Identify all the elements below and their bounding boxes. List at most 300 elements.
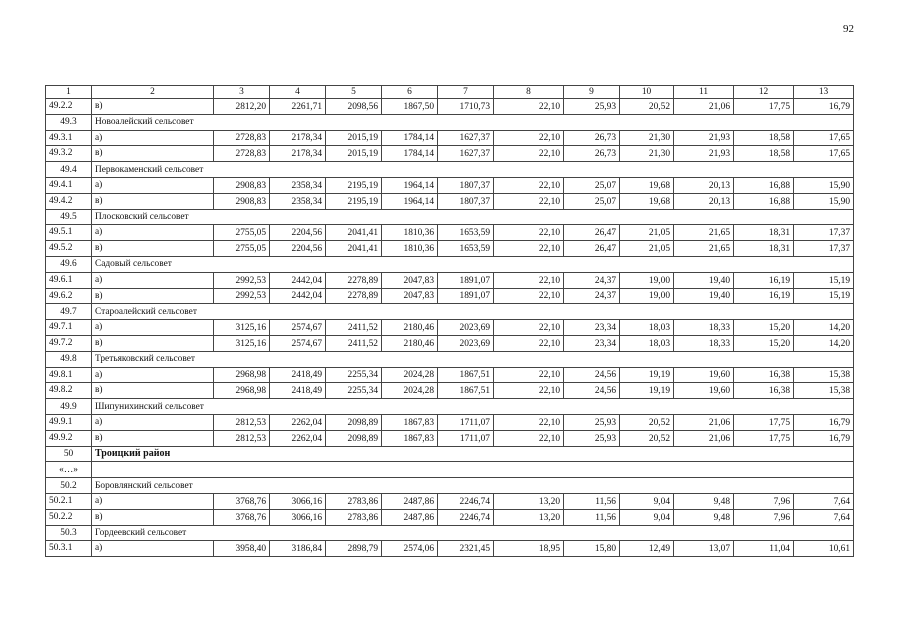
table-row (46, 383, 854, 399)
section-title: Шипунихинский сельсовет (92, 399, 854, 415)
header-cell: 7 (438, 86, 494, 99)
row-index: 49.3.2 (46, 146, 92, 162)
table-row (46, 367, 854, 383)
value-cell: 20,13 (674, 177, 734, 193)
value-cell: 17,65 (794, 130, 854, 146)
value-cell: 17,37 (794, 241, 854, 257)
header-cell: 10 (620, 86, 674, 99)
section-title: Первокаменский сельсовет (92, 162, 854, 178)
section-row (46, 114, 854, 130)
row-index: 49.4.2 (46, 193, 92, 209)
value-cell: 1784,14 (382, 130, 438, 146)
header-cell: 4 (270, 86, 326, 99)
ellipsis-row (46, 462, 854, 478)
value-cell: 2728,83 (214, 130, 270, 146)
value-cell: 22,10 (494, 177, 564, 193)
table-row (46, 177, 854, 193)
value-cell: 2195,19 (326, 193, 382, 209)
value-cell: 19,40 (674, 272, 734, 288)
value-cell: 1867,50 (382, 99, 438, 115)
row-letter: в) (92, 430, 214, 446)
value-cell: 22,10 (494, 367, 564, 383)
row-letter: а) (92, 541, 214, 557)
value-cell: 16,79 (794, 430, 854, 446)
value-cell: 16,38 (734, 367, 794, 383)
value-cell: 23,34 (564, 320, 620, 336)
section-row (46, 399, 854, 415)
value-cell: 2411,52 (326, 320, 382, 336)
value-cell: 2098,89 (326, 430, 382, 446)
district-title: Троицкий район (92, 446, 854, 462)
value-cell: 2178,34 (270, 130, 326, 146)
value-cell: 21,65 (674, 241, 734, 257)
value-cell: 2908,83 (214, 177, 270, 193)
value-cell: 2968,98 (214, 367, 270, 383)
value-cell: 2812,53 (214, 430, 270, 446)
row-index: 49.9.2 (46, 430, 92, 446)
value-cell: 11,04 (734, 541, 794, 557)
row-index: 49.8.1 (46, 367, 92, 383)
value-cell: 18,31 (734, 241, 794, 257)
row-letter: в) (92, 146, 214, 162)
value-cell: 12,49 (620, 541, 674, 557)
value-cell: 9,48 (674, 493, 734, 509)
value-cell: 2180,46 (382, 335, 438, 351)
value-cell: 15,19 (794, 288, 854, 304)
section-index: 49.6 (46, 256, 92, 272)
value-cell: 19,40 (674, 288, 734, 304)
value-cell: 2992,53 (214, 272, 270, 288)
table-row (46, 130, 854, 146)
value-cell: 24,37 (564, 272, 620, 288)
value-cell: 2246,74 (438, 509, 494, 525)
value-cell: 19,00 (620, 288, 674, 304)
district-row (46, 446, 854, 462)
value-cell: 22,10 (494, 193, 564, 209)
table-row (46, 193, 854, 209)
section-row (46, 304, 854, 320)
value-cell: 19,68 (620, 193, 674, 209)
row-index: 49.7.1 (46, 320, 92, 336)
table-row (46, 288, 854, 304)
value-cell: 17,65 (794, 146, 854, 162)
value-cell: 20,52 (620, 99, 674, 115)
value-cell: 23,34 (564, 335, 620, 351)
value-cell: 2098,56 (326, 99, 382, 115)
value-cell: 2321,45 (438, 541, 494, 557)
value-cell: 22,10 (494, 414, 564, 430)
value-cell: 1867,51 (438, 383, 494, 399)
section-title: Садовый сельсовет (92, 256, 854, 272)
value-cell: 10,61 (794, 541, 854, 557)
value-cell: 22,10 (494, 320, 564, 336)
value-cell: 15,90 (794, 193, 854, 209)
value-cell: 3768,76 (214, 493, 270, 509)
section-index: 49.8 (46, 351, 92, 367)
value-cell: 7,64 (794, 493, 854, 509)
table-row (46, 320, 854, 336)
value-cell: 16,88 (734, 193, 794, 209)
value-cell: 25,07 (564, 177, 620, 193)
value-cell: 18,58 (734, 130, 794, 146)
value-cell: 7,64 (794, 509, 854, 525)
value-cell: 2023,69 (438, 320, 494, 336)
value-cell: 18,95 (494, 541, 564, 557)
section-index: 50.3 (46, 525, 92, 541)
empty-cell (92, 462, 854, 478)
value-cell: 2992,53 (214, 288, 270, 304)
value-cell: 1807,37 (438, 177, 494, 193)
value-cell: 1964,14 (382, 177, 438, 193)
value-cell: 1784,14 (382, 146, 438, 162)
value-cell: 21,06 (674, 430, 734, 446)
row-letter: в) (92, 288, 214, 304)
value-cell: 2968,98 (214, 383, 270, 399)
value-cell: 22,10 (494, 335, 564, 351)
value-cell: 2023,69 (438, 335, 494, 351)
section-title: Новоалейский сельсовет (92, 114, 854, 130)
value-cell: 26,73 (564, 130, 620, 146)
value-cell: 2574,06 (382, 541, 438, 557)
value-cell: 18,03 (620, 320, 674, 336)
value-cell: 2255,34 (326, 367, 382, 383)
row-index: 49.5.2 (46, 241, 92, 257)
row-letter: а) (92, 177, 214, 193)
value-cell: 1627,37 (438, 130, 494, 146)
value-cell: 22,10 (494, 241, 564, 257)
value-cell: 17,75 (734, 430, 794, 446)
section-index: 49.4 (46, 162, 92, 178)
row-letter: а) (92, 272, 214, 288)
value-cell: 2358,34 (270, 193, 326, 209)
value-cell: 2442,04 (270, 272, 326, 288)
value-cell: 20,52 (620, 414, 674, 430)
value-cell: 1891,07 (438, 288, 494, 304)
section-title: Плосковский сельсовет (92, 209, 854, 225)
value-cell: 2898,79 (326, 541, 382, 557)
row-index: 49.8.2 (46, 383, 92, 399)
value-cell: 2261,71 (270, 99, 326, 115)
value-cell: 2728,83 (214, 146, 270, 162)
value-cell: 1891,07 (438, 272, 494, 288)
value-cell: 25,93 (564, 430, 620, 446)
value-cell: 21,06 (674, 414, 734, 430)
value-cell: 21,05 (620, 225, 674, 241)
section-title: Боровлянский сельсовет (92, 478, 854, 494)
table-row (46, 241, 854, 257)
value-cell: 2178,34 (270, 146, 326, 162)
value-cell: 26,73 (564, 146, 620, 162)
value-cell: 1810,36 (382, 241, 438, 257)
page-number: 92 (843, 23, 854, 35)
row-letter: в) (92, 509, 214, 525)
section-index: 49.7 (46, 304, 92, 320)
value-cell: 16,19 (734, 288, 794, 304)
row-letter: а) (92, 414, 214, 430)
value-cell: 22,10 (494, 288, 564, 304)
value-cell: 11,56 (564, 493, 620, 509)
header-cell: 5 (326, 86, 382, 99)
table-row (46, 225, 854, 241)
value-cell: 2047,83 (382, 272, 438, 288)
row-letter: а) (92, 367, 214, 383)
value-cell: 21,06 (674, 99, 734, 115)
value-cell: 1627,37 (438, 146, 494, 162)
ellipsis-mark: «…» (46, 462, 92, 478)
value-cell: 1867,83 (382, 430, 438, 446)
header-cell: 9 (564, 86, 620, 99)
value-cell: 15,20 (734, 320, 794, 336)
row-index: 50.2.2 (46, 509, 92, 525)
value-cell: 2418,49 (270, 383, 326, 399)
value-cell: 25,93 (564, 414, 620, 430)
value-cell: 24,56 (564, 383, 620, 399)
value-cell: 21,30 (620, 146, 674, 162)
row-index: 50.3.1 (46, 541, 92, 557)
header-cell: 3 (214, 86, 270, 99)
value-cell: 13,20 (494, 509, 564, 525)
value-cell: 7,96 (734, 509, 794, 525)
value-cell: 15,38 (794, 367, 854, 383)
row-letter: а) (92, 225, 214, 241)
row-index: 50.2.1 (46, 493, 92, 509)
table-body (46, 86, 854, 557)
section-title: Третьяковский сельсовет (92, 351, 854, 367)
value-cell: 9,48 (674, 509, 734, 525)
value-cell: 26,47 (564, 241, 620, 257)
value-cell: 3768,76 (214, 509, 270, 525)
table-row (46, 272, 854, 288)
table-row (46, 541, 854, 557)
value-cell: 16,88 (734, 177, 794, 193)
value-cell: 2204,56 (270, 225, 326, 241)
header-cell: 12 (734, 86, 794, 99)
value-cell: 15,38 (794, 383, 854, 399)
value-cell: 2262,04 (270, 414, 326, 430)
value-cell: 2574,67 (270, 320, 326, 336)
value-cell: 17,37 (794, 225, 854, 241)
value-cell: 1653,59 (438, 241, 494, 257)
header-cell: 13 (794, 86, 854, 99)
table-row (46, 335, 854, 351)
value-cell: 2262,04 (270, 430, 326, 446)
value-cell: 15,20 (734, 335, 794, 351)
value-cell: 16,38 (734, 383, 794, 399)
value-cell: 2487,86 (382, 493, 438, 509)
section-row (46, 256, 854, 272)
value-cell: 3125,16 (214, 335, 270, 351)
section-title: Гордеевский сельсовет (92, 525, 854, 541)
section-index: 50.2 (46, 478, 92, 494)
value-cell: 2278,89 (326, 272, 382, 288)
value-cell: 20,13 (674, 193, 734, 209)
value-cell: 18,58 (734, 146, 794, 162)
row-index: 49.6.2 (46, 288, 92, 304)
value-cell: 2024,28 (382, 383, 438, 399)
value-cell: 22,10 (494, 225, 564, 241)
value-cell: 19,00 (620, 272, 674, 288)
row-letter: в) (92, 99, 214, 115)
value-cell: 2411,52 (326, 335, 382, 351)
section-row (46, 162, 854, 178)
section-index: 49.5 (46, 209, 92, 225)
value-cell: 3958,40 (214, 541, 270, 557)
value-cell: 2246,74 (438, 493, 494, 509)
value-cell: 2041,41 (326, 225, 382, 241)
value-cell: 2047,83 (382, 288, 438, 304)
header-cell: 6 (382, 86, 438, 99)
value-cell: 19,19 (620, 367, 674, 383)
header-cell: 11 (674, 86, 734, 99)
value-cell: 13,20 (494, 493, 564, 509)
value-cell: 2278,89 (326, 288, 382, 304)
value-cell: 2908,83 (214, 193, 270, 209)
table-row (46, 99, 854, 115)
value-cell: 3066,16 (270, 493, 326, 509)
value-cell: 2041,41 (326, 241, 382, 257)
value-cell: 17,75 (734, 414, 794, 430)
row-letter: в) (92, 193, 214, 209)
row-letter: а) (92, 493, 214, 509)
value-cell: 16,79 (794, 99, 854, 115)
value-cell: 22,10 (494, 272, 564, 288)
value-cell: 19,60 (674, 383, 734, 399)
table-row (46, 509, 854, 525)
value-cell: 1807,37 (438, 193, 494, 209)
value-cell: 2015,19 (326, 130, 382, 146)
value-cell: 21,93 (674, 146, 734, 162)
header-row (46, 86, 854, 99)
value-cell: 2098,89 (326, 414, 382, 430)
value-cell: 2812,53 (214, 414, 270, 430)
value-cell: 13,07 (674, 541, 734, 557)
value-cell: 2204,56 (270, 241, 326, 257)
value-cell: 21,65 (674, 225, 734, 241)
table-row (46, 493, 854, 509)
value-cell: 19,60 (674, 367, 734, 383)
value-cell: 1710,73 (438, 99, 494, 115)
value-cell: 2015,19 (326, 146, 382, 162)
value-cell: 19,19 (620, 383, 674, 399)
value-cell: 22,10 (494, 130, 564, 146)
value-cell: 9,04 (620, 493, 674, 509)
table-row (46, 146, 854, 162)
value-cell: 7,96 (734, 493, 794, 509)
row-index: 49.3.1 (46, 130, 92, 146)
value-cell: 21,05 (620, 241, 674, 257)
tariff-table (45, 85, 854, 557)
row-index: 49.5.1 (46, 225, 92, 241)
value-cell: 1867,83 (382, 414, 438, 430)
row-index: 49.9.1 (46, 414, 92, 430)
section-index: 50 (46, 446, 92, 462)
value-cell: 15,80 (564, 541, 620, 557)
value-cell: 2755,05 (214, 241, 270, 257)
value-cell: 2755,05 (214, 225, 270, 241)
value-cell: 11,56 (564, 509, 620, 525)
section-row (46, 351, 854, 367)
row-letter: а) (92, 320, 214, 336)
row-index: 49.6.1 (46, 272, 92, 288)
table-row (46, 430, 854, 446)
value-cell: 25,93 (564, 99, 620, 115)
value-cell: 2783,86 (326, 493, 382, 509)
value-cell: 2487,86 (382, 509, 438, 525)
value-cell: 19,68 (620, 177, 674, 193)
value-cell: 1810,36 (382, 225, 438, 241)
value-cell: 1964,14 (382, 193, 438, 209)
value-cell: 18,03 (620, 335, 674, 351)
value-cell: 14,20 (794, 335, 854, 351)
value-cell: 22,10 (494, 146, 564, 162)
row-index: 49.2.2 (46, 99, 92, 115)
value-cell: 22,10 (494, 430, 564, 446)
value-cell: 15,19 (794, 272, 854, 288)
header-cell: 1 (46, 86, 92, 99)
row-letter: а) (92, 130, 214, 146)
section-index: 49.3 (46, 114, 92, 130)
table-row (46, 414, 854, 430)
value-cell: 20,52 (620, 430, 674, 446)
value-cell: 22,10 (494, 99, 564, 115)
row-letter: в) (92, 241, 214, 257)
row-index: 49.4.1 (46, 177, 92, 193)
value-cell: 16,19 (734, 272, 794, 288)
value-cell: 16,79 (794, 414, 854, 430)
row-letter: в) (92, 383, 214, 399)
section-row (46, 209, 854, 225)
value-cell: 18,31 (734, 225, 794, 241)
value-cell: 3125,16 (214, 320, 270, 336)
value-cell: 1711,07 (438, 414, 494, 430)
value-cell: 15,90 (794, 177, 854, 193)
value-cell: 18,33 (674, 320, 734, 336)
value-cell: 2195,19 (326, 177, 382, 193)
section-row (46, 525, 854, 541)
section-index: 49.9 (46, 399, 92, 415)
section-title: Староалейский сельсовет (92, 304, 854, 320)
value-cell: 9,04 (620, 509, 674, 525)
value-cell: 2442,04 (270, 288, 326, 304)
value-cell: 21,93 (674, 130, 734, 146)
value-cell: 1867,51 (438, 367, 494, 383)
value-cell: 2180,46 (382, 320, 438, 336)
value-cell: 26,47 (564, 225, 620, 241)
value-cell: 2812,20 (214, 99, 270, 115)
value-cell: 3066,16 (270, 509, 326, 525)
value-cell: 2574,67 (270, 335, 326, 351)
value-cell: 22,10 (494, 383, 564, 399)
value-cell: 21,30 (620, 130, 674, 146)
header-cell: 2 (92, 86, 214, 99)
value-cell: 1711,07 (438, 430, 494, 446)
value-cell: 3186,84 (270, 541, 326, 557)
header-cell: 8 (494, 86, 564, 99)
value-cell: 17,75 (734, 99, 794, 115)
value-cell: 24,56 (564, 367, 620, 383)
value-cell: 2783,86 (326, 509, 382, 525)
value-cell: 25,07 (564, 193, 620, 209)
value-cell: 14,20 (794, 320, 854, 336)
value-cell: 24,37 (564, 288, 620, 304)
value-cell: 18,33 (674, 335, 734, 351)
value-cell: 1653,59 (438, 225, 494, 241)
value-cell: 2255,34 (326, 383, 382, 399)
value-cell: 2358,34 (270, 177, 326, 193)
value-cell: 2024,28 (382, 367, 438, 383)
row-letter: в) (92, 335, 214, 351)
section-row (46, 478, 854, 494)
